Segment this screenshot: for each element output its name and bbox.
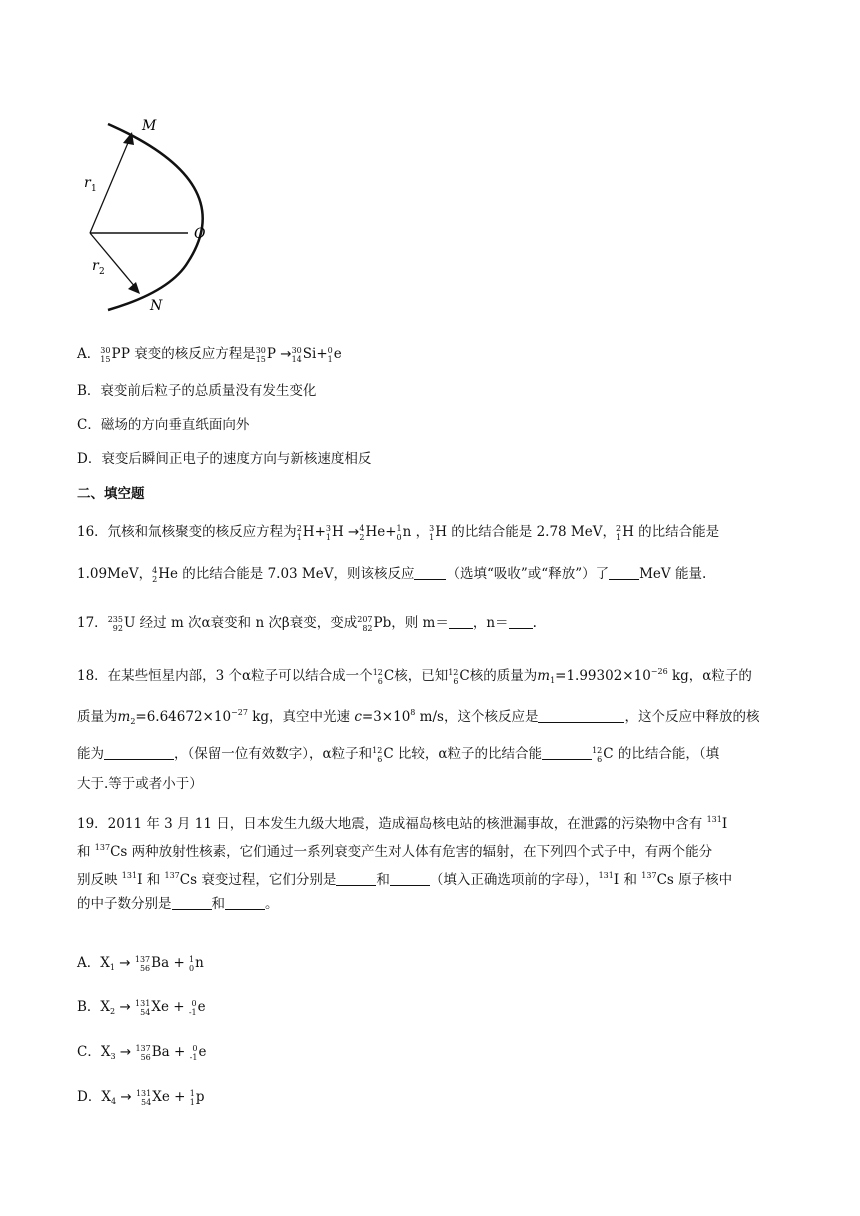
option-b: B．衰变前后粒子的总质量没有发生变化 bbox=[77, 383, 317, 399]
label-r2: r bbox=[92, 258, 99, 274]
label-r2-sub: 2 bbox=[99, 267, 105, 277]
answer-blank[interactable] bbox=[104, 747, 174, 760]
q19-line3: 别反映 $^{131}$I 和 $^{137}$Cs 衰变过程，它们分别是 和 （填入正确选项前的字母），$^{131}$I 和 $^{137}$Cs 原子核中 bbox=[77, 871, 733, 888]
answer-blank[interactable] bbox=[414, 567, 446, 580]
label-r1: r bbox=[84, 175, 91, 191]
option-d: D．衰变后瞬间正电子的速度方向与新核速度相反 bbox=[77, 451, 372, 467]
answer-blank[interactable] bbox=[609, 567, 639, 580]
magnetic-field-trajectory-diagram bbox=[70, 112, 230, 322]
q19-option-d: D．$X_4$ → 131 54 Xe + 1 1 p bbox=[77, 1088, 205, 1107]
answer-blank[interactable] bbox=[225, 897, 265, 910]
answer-blank[interactable] bbox=[542, 747, 592, 760]
q18-line1: 18．在某些恒星内部，3 个α粒子可以结合成一个 12 6 C核，已知 12 6 C核的质量为$m_1=1.99302\times 10^{-26}$ kg，α粒子的 bbox=[77, 667, 752, 686]
arrowhead-r2 bbox=[128, 282, 140, 294]
nuclide-p: 30 15 bbox=[100, 345, 111, 364]
q19-line4: 的中子数分别是 和 。 bbox=[77, 896, 279, 912]
answer-blank[interactable] bbox=[449, 616, 473, 629]
nuclide-e: 0 1 bbox=[327, 345, 333, 364]
label-m: M bbox=[142, 118, 157, 134]
answer-blank[interactable] bbox=[509, 616, 533, 629]
option-a: A． 30 15 P P 衰变的核反应方程是 30 15 P → 30 14 Si+ 0 1 e bbox=[77, 345, 342, 364]
q19-option-a: A．$X_1$ → 137 56 Ba + 1 0 n bbox=[77, 954, 204, 973]
q17-line: 17． 235 92 U 经过 m 次α衰变和 n 次β衰变，变成 207 82 Pb，则 m＝ ，n＝ . bbox=[77, 614, 537, 633]
answer-blank[interactable] bbox=[336, 873, 376, 886]
answer-blank[interactable] bbox=[538, 710, 624, 723]
answer-blank[interactable] bbox=[172, 897, 212, 910]
q18-line4: 大于.等于或者小于） bbox=[77, 776, 203, 792]
q18-line2: 质量为$m_2=6.64672\times 10^{-27}$ kg，真空中光速 $c=3\times 10^8$ m/s，这个核反应是 ，这个反应中释放的核 bbox=[77, 708, 760, 726]
nuclide-si: 30 14 bbox=[291, 345, 302, 364]
q19-line1: 19．2011 年 3 月 11 日，日本发生九级大地震，造成福岛核电站的核泄漏事故，在泄露的污染物中含有 $^{131}$I bbox=[77, 815, 728, 832]
q18-line3: 能为 ，（保留一位有效数字），α粒子和 12 6 C 比较，α粒子的比结合能 12 6 C 的比结合能，（填 bbox=[77, 745, 720, 764]
answer-blank[interactable] bbox=[390, 873, 430, 886]
q16-line2: 1.09MeV， 4 2 He 的比结合能是 7.03 MeV，则该核反应 （选填“吸收”或“释放”）了 MeV 能量. bbox=[77, 565, 707, 584]
q19-option-b: B．$X_2$ → 131 54 Xe + 0 -1 e bbox=[77, 998, 206, 1017]
q16-line1: 16．氘核和氚核聚变的核反应方程为 2 1 H+ 3 1 H → 4 2 He+ 1 0 n ， 3 1 H 的比结合能是 2.78 MeV， 2 1 H 的比结合能是 bbox=[77, 523, 720, 542]
option-c: C．磁场的方向垂直纸面向外 bbox=[77, 417, 250, 433]
label-n: N bbox=[150, 298, 163, 314]
q19-option-c: C．$X_3$ → 137 56 Ba + 0 -1 e bbox=[77, 1043, 207, 1062]
label-o: O bbox=[194, 226, 206, 242]
section-heading: 二、填空题 bbox=[77, 486, 145, 502]
trajectory-arc bbox=[108, 124, 203, 310]
label-r1-sub: 1 bbox=[91, 184, 97, 194]
q19-line2: 和 $^{137}$Cs 两种放射性核素，它们通过一系列衰变产生对人体有危害的辐射，在下列四个式子中，有两个能分 bbox=[77, 843, 713, 860]
